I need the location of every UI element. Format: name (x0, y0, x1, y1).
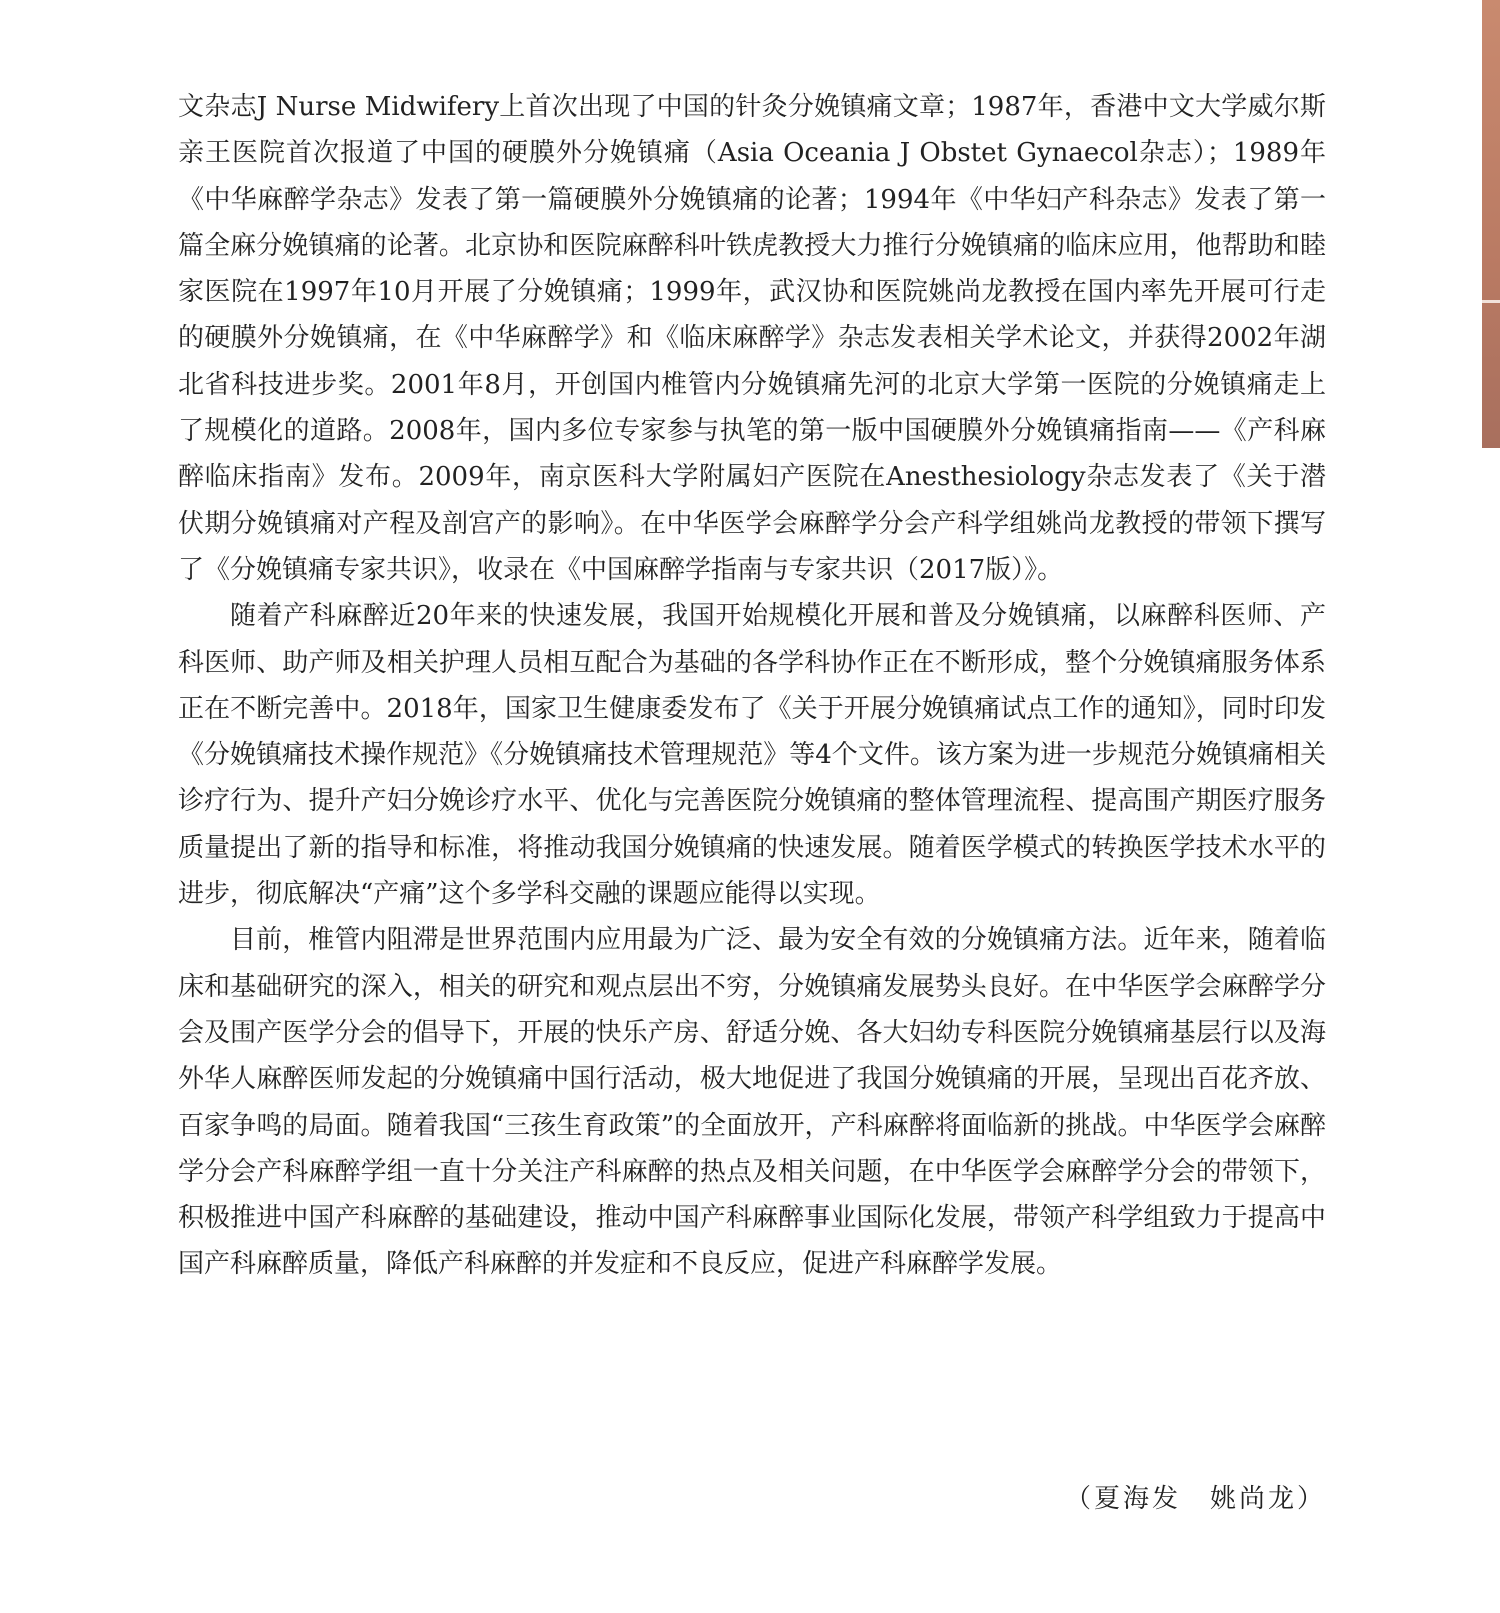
page-edge-tab (1482, 0, 1500, 448)
paragraph-2: 随着产科麻醉近20年来的快速发展，我国开始规模化开展和普及分娩镇痛，以麻醉科医师、产科医师、助产师及相关护理人员相互配合为基础的各学科协作正在不断形成，整个分娩镇痛服务体系正在不断完善中。2018年，国家卫生健康委发布了《关于开展分娩镇痛试点工作的通知》，同时印发《分娩镇痛技术操作规范》《分娩镇痛技术管理规范》等4个文件。该方案为进一步规范分娩镇痛相关诊疗行为、提升产妇分娩诊疗水平、优化与完善医院分娩镇痛的整体管理流程、提高围产期医疗服务质量提出了新的指导和标准，将推动我国分娩镇痛的快速发展。随着医学模式的转换医学技术水平的进步，彻底解决“产痛”这个多学科交融的课题应能得以实现。 (178, 601, 1326, 910)
author-signature: （夏海发 姚尚龙） (1064, 1484, 1326, 1514)
paragraph-1: 文杂志J Nurse Midwifery上首次出现了中国的针灸分娩镇痛文章；1987年，香港中文大学威尔斯亲王医院首次报道了中国的硬膜外分娩镇痛（Asia Oceania J Obstet Gynaecol杂志）；1989年《中华麻醉学杂志》发表了第一篇硬膜外分娩镇痛的论著；1994年《中华妇产科杂志》发表了第一篇全麻分娩镇痛的论著。北京协和医院麻醉科叶铁虎教授大力推行分娩镇痛的临床应用，他帮助和睦家医院在1997年10月开展了分娩镇痛；1999年，武汉协和医院姚尚龙教授在国内率先开展可行走的硬膜外分娩镇痛，在《中华麻醉学》和《临床麻醉学》杂志发表相关学术论文，并获得2002年湖北省科技进步奖。2001年8月，开创国内椎管内分娩镇痛先河的北京大学第一医院的分娩镇痛走上了规模化的道路。2008年，国内多位专家参与执笔的第一版中国硬膜外分娩镇痛指南——《产科麻醉临床指南》发布。2009年，南京医科大学附属妇产医院在Anesthesiology杂志发表了《关于潜伏期分娩镇痛对产程及剖宫产的影响》。在中华医学会麻醉学分会产科学组姚尚龙教授的带领下撰写了《分娩镇痛专家共识》，收录在《中国麻醉学指南与专家共识（2017版）》。 (178, 92, 1326, 585)
paragraph-3: 目前，椎管内阻滞是世界范围内应用最为广泛、最为安全有效的分娩镇痛方法。近年来，随着临床和基础研究的深入，相关的研究和观点层出不穷，分娩镇痛发展势头良好。在中华医学会麻醉学分会及围产医学分会的倡导下，开展的快乐产房、舒适分娩、各大妇幼专科医院分娩镇痛基层行以及海外华人麻醉医师发起的分娩镇痛中国行活动，极大地促进了我国分娩镇痛的开展，呈现出百花齐放、百家争鸣的局面。随着我国“三孩生育政策”的全面放开，产科麻醉将面临新的挑战。中华医学会麻醉学分会产科麻醉学组一直十分关注产科麻醉的热点及相关问题，在中华医学会麻醉学分会的带领下，积极推进中国产科麻醉的基础建设，推动中国产科麻醉事业国际化发展，带领产科学组致力于提高中国产科麻醉质量，降低产科麻醉的并发症和不良反应，促进产科麻醉学发展。 (178, 925, 1326, 1280)
article-body (178, 84, 1326, 1288)
